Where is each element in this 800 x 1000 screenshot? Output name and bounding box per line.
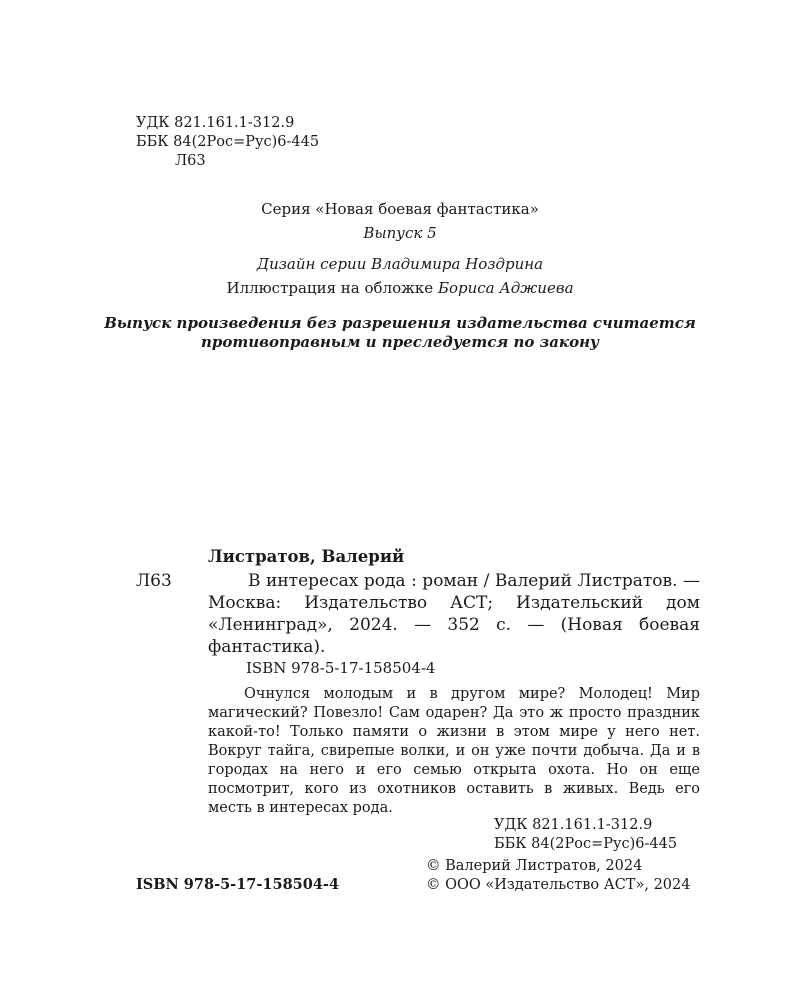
- cover-illustration-credit: [0, 277, 800, 299]
- bbk-code-bottom: ББК 84(2Рос=Рус)6-445: [494, 836, 678, 852]
- series-design: Дизайн серии Владимира Ноздрина: [256, 255, 544, 273]
- copyright-publisher: © ООО «Издательство АСТ», 2024: [426, 877, 691, 893]
- bib-code: Л63: [136, 571, 172, 591]
- notice-line-2: противоправным и преследуется по закону: [201, 333, 599, 351]
- annotation: Очнулся молодым и в другом мире? Молодец! Мир магический? Повезло! Сам одарен? Да это ж просто праздник какой-то! Только памяти о жизни в этом мире у него нет. Вокруг тайга, свирепые волки, и он уже почти добыча. Да и в городах на него и его семью открыта охота. Но он еще посмотрит, кого из охотников оставить в живых. Ведь его месть в интересах рода.: [208, 686, 700, 816]
- series-line: Серия «Новая боевая фантастика»: [261, 200, 539, 218]
- series-issue: Выпуск 5: [363, 224, 437, 242]
- bib-entry: В интересах рода : роман / Валерий Листратов. — Москва: Издательство АСТ; Издательский дом «Ленинград», 2024. — 352 с. — (Новая боевая фантастика).: [208, 571, 700, 657]
- notice-line-1: Выпуск произведения без разрешения издательства считается: [104, 314, 696, 332]
- udk-code-top: УДК 821.161.1-312.9: [136, 115, 295, 131]
- copyright-author: © Валерий Листратов, 2024: [426, 858, 643, 874]
- illustration-author: Бориса Аджиева: [437, 279, 574, 297]
- isbn-bottom: ISBN 978-5-17-158504-4: [136, 876, 340, 893]
- bib-author: Листратов, Валерий: [208, 547, 405, 566]
- bbk-code-top: ББК 84(2Рос=Рус)6-445: [136, 134, 320, 150]
- illustration-prefix: Иллюстрация на обложке: [226, 279, 438, 297]
- author-sign-top: Л63: [175, 153, 206, 169]
- udk-code-bottom: УДК 821.161.1-312.9: [494, 817, 653, 833]
- bib-isbn: ISBN 978-5-17-158504-4: [246, 659, 436, 677]
